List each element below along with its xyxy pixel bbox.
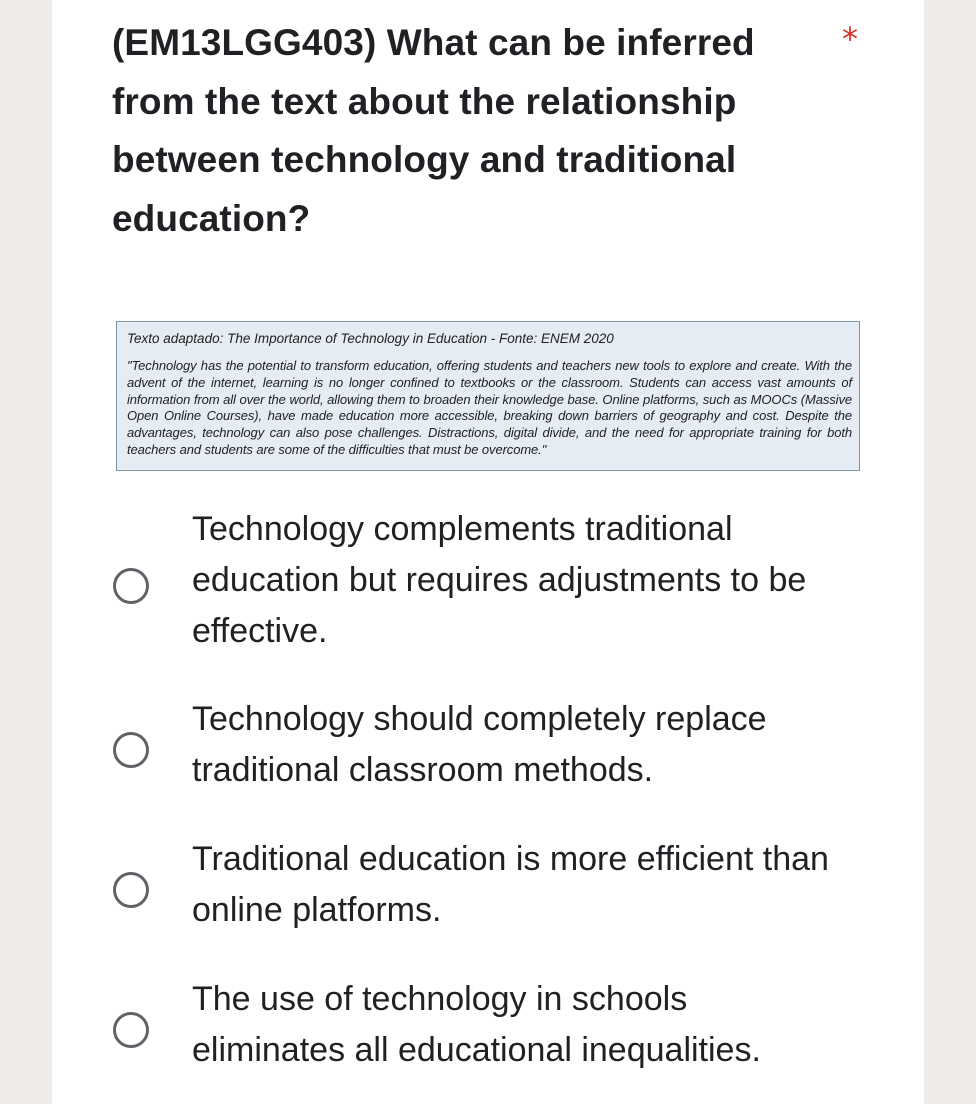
radio-button[interactable] xyxy=(113,732,149,768)
answer-option-label[interactable]: Technology complements traditional education but requires adjustments to be effective. xyxy=(192,510,807,650)
required-indicator: * xyxy=(842,20,858,58)
reference-text-box xyxy=(116,321,860,471)
radio-button[interactable] xyxy=(113,568,149,604)
radio-button[interactable] xyxy=(113,872,149,908)
radio-button[interactable] xyxy=(113,1012,149,1048)
question-card xyxy=(52,0,924,1104)
reference-text-body: "Technology has the potential to transform education, offering students and teachers new tools to explore and create. With the advent of the internet, learning is no longer confined to textbooks or the classroom. Students can access vast amounts of information from all over the world, allowing them to broaden their knowledge base. Online platforms, such as MOOCs (Massive Open Online Courses), have made education more accessible, breaking down barriers of geography and cost. Despite the advantages, technology can also pose challenges. Distractions, digital divide, and the need for appropriate training for both teachers and students are some of the difficulties that must be overcome." xyxy=(127,358,852,457)
answer-option-label[interactable]: Technology should completely replace traditional classroom methods. xyxy=(192,700,767,789)
answer-option-label[interactable]: Traditional education is more efficient than online platforms. xyxy=(192,840,829,929)
reference-text-title: Texto adaptado: The Importance of Technology in Education - Fonte: ENEM 2020 xyxy=(127,331,614,346)
question-title: (EM13LGG403) What can be inferred from the text about the relationship between technology and traditional education? xyxy=(112,22,755,239)
answer-option-label[interactable]: The use of technology in schools eliminates all educational inequalities. xyxy=(192,980,761,1069)
